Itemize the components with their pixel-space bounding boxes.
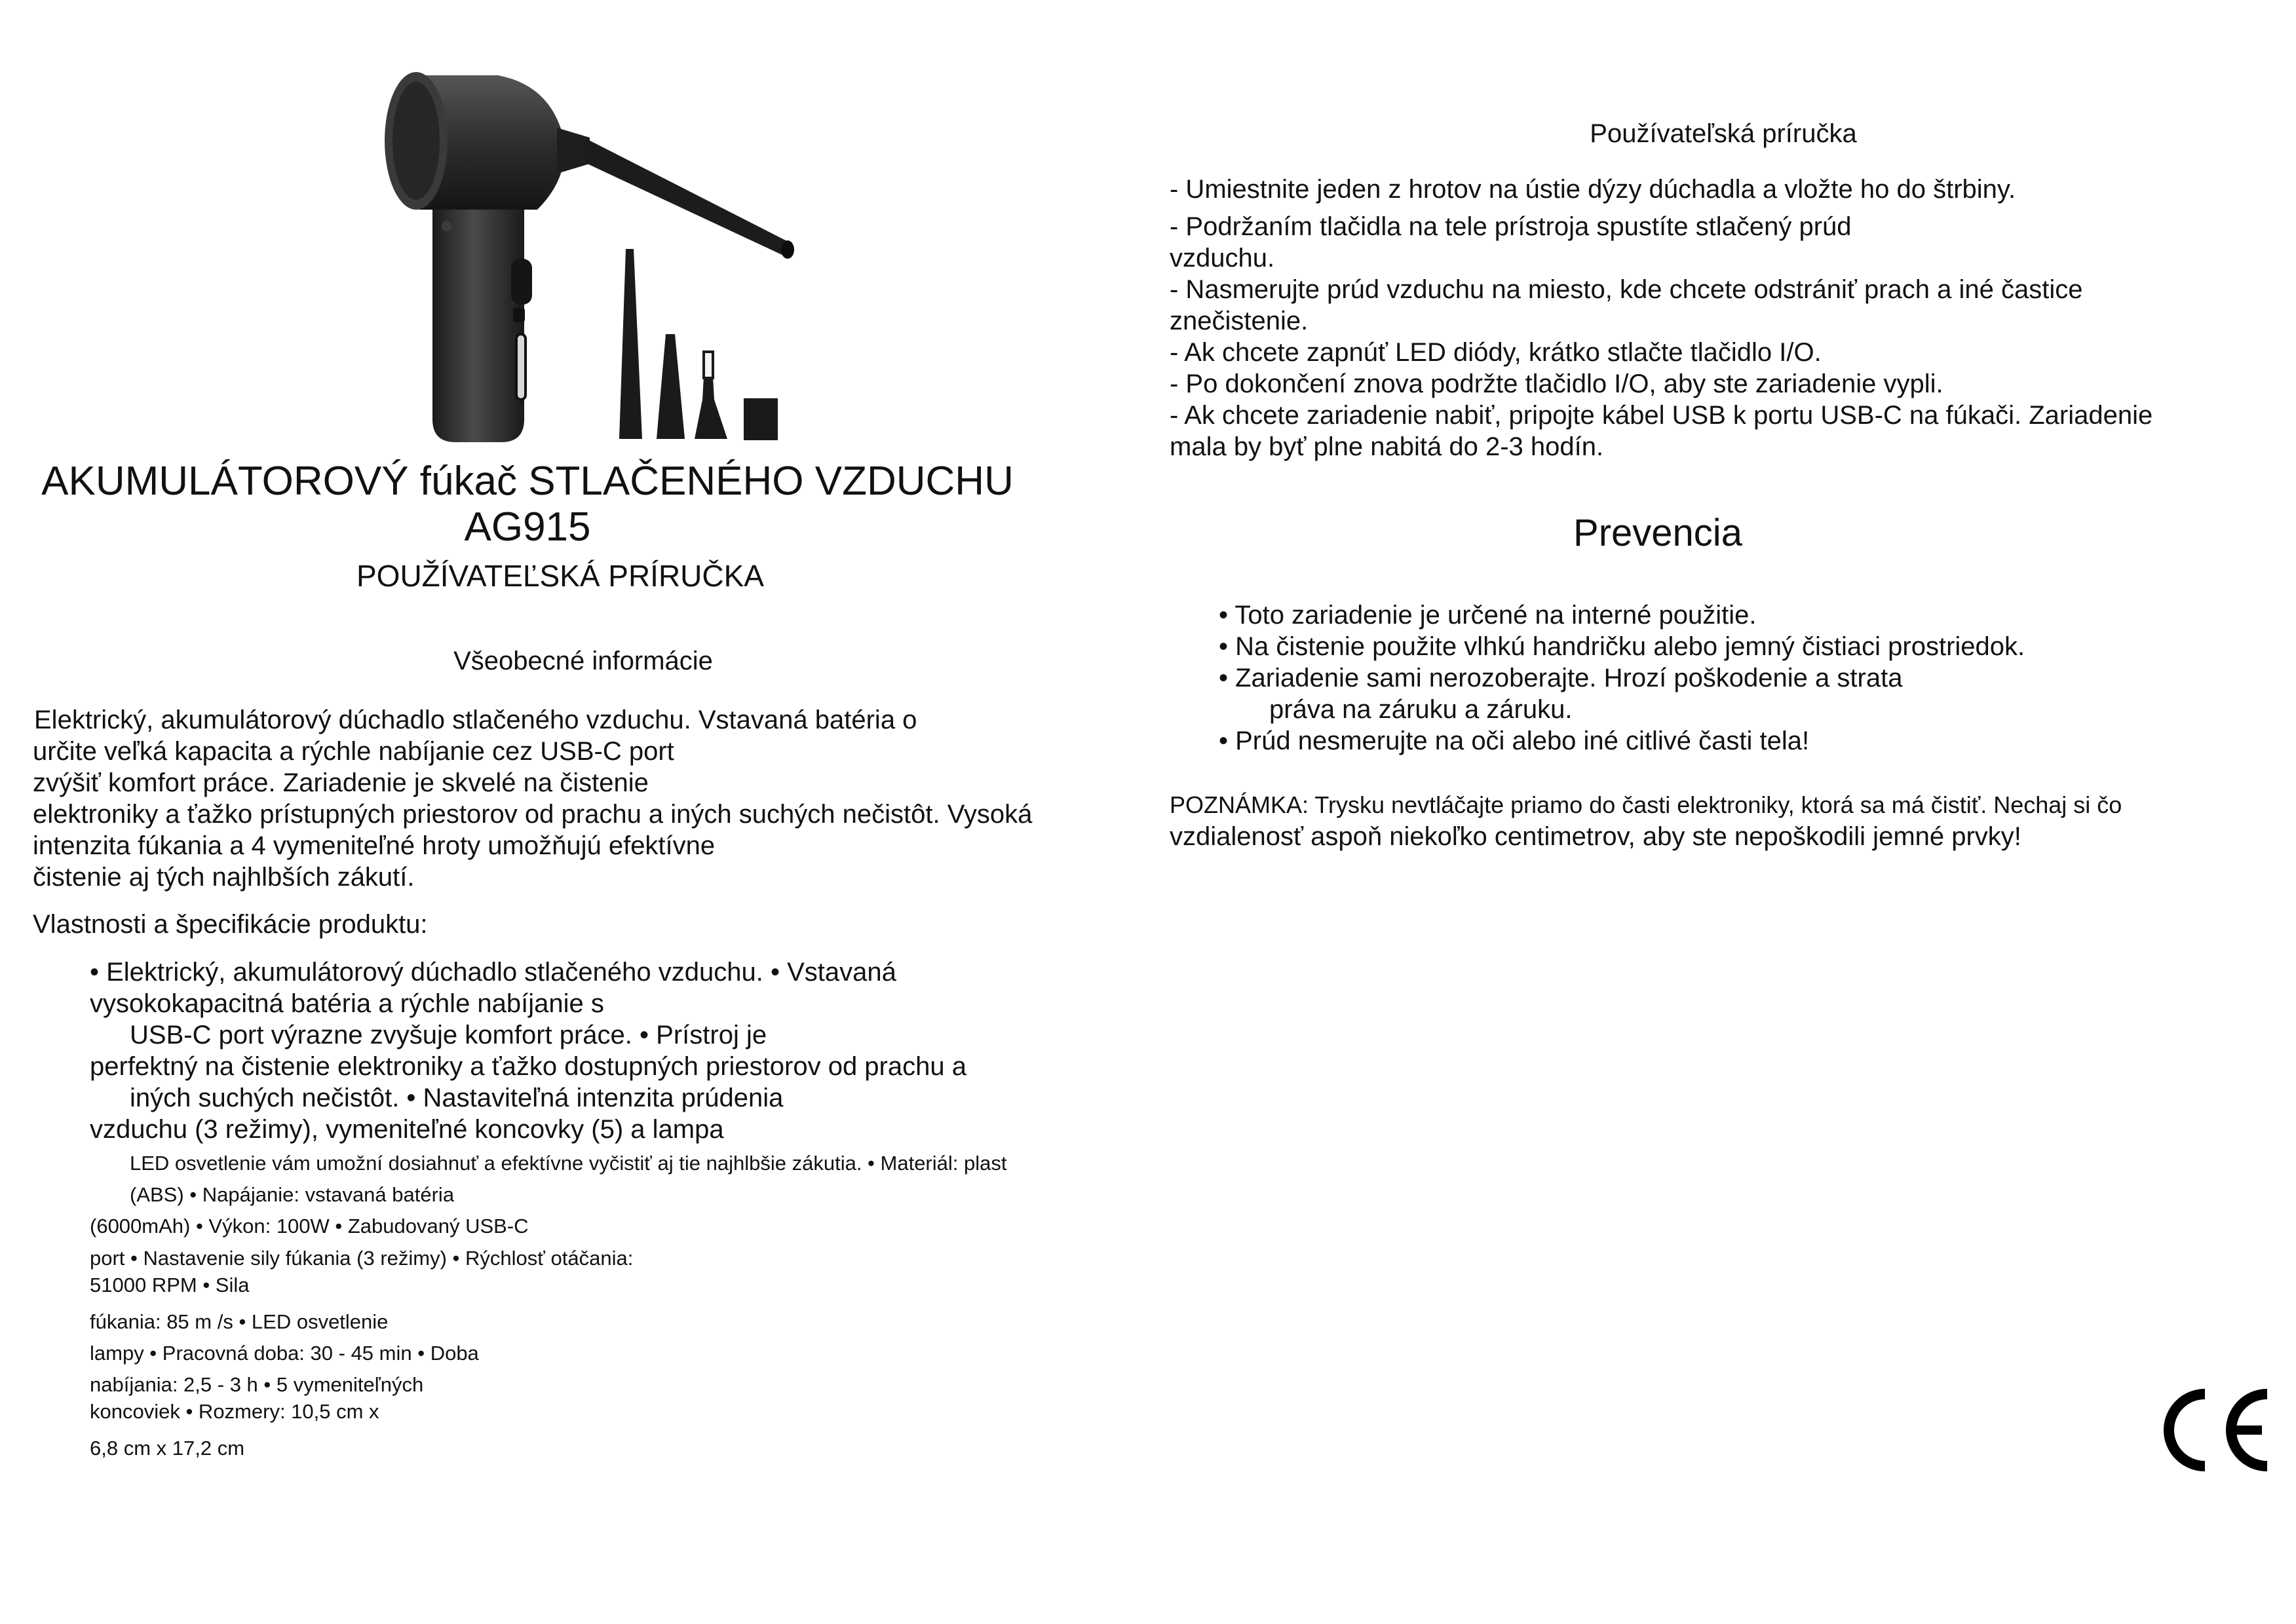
manual-line: - Po dokončení znova podržte tlačidlo I/O, aby ste zariadenie vypli. (1170, 369, 1943, 398)
spec-line-small: koncoviek • Rozmery: 10,5 cm x (90, 1400, 379, 1423)
spec-line-small: LED osvetlenie vám umožní dosiahnuť a efektívne vyčistiť aj tie najhlbšie zákutia. • Materiál: plast (130, 1152, 1007, 1175)
spec-line-small: (6000mAh) • Výkon: 100W • Zabudovaný USB-C (90, 1215, 529, 1237)
manual-line: vzduchu. (1170, 244, 1275, 273)
manual-heading: Používateľská príručka (1590, 119, 1857, 148)
spec-line-small: fúkania: 85 m /s • LED osvetlenie (90, 1310, 389, 1333)
manual-line: - Nasmerujte prúd vzduchu na miesto, kde chcete odstrániť prach a iné častice (1170, 275, 2083, 304)
prevention-line: • Na čistenie použite vlhkú handričku alebo jemný čistiaci prostriedok. (1219, 632, 2025, 661)
spec-line-small: nabíjania: 2,5 - 3 h • 5 vymeniteľných (90, 1373, 424, 1396)
spec-line-small: (ABS) • Napájanie: vstavaná batéria (130, 1183, 455, 1206)
general-info-heading: Všeobecné informácie (453, 647, 713, 675)
prevention-line: • Zariadenie sami nerozoberajte. Hrozí poškodenie a strata (1219, 664, 1903, 692)
note-line: vzdialenosť aspoň niekoľko centimetrov, aby ste nepoškodili jemné prvky! (1170, 822, 2021, 851)
product-image (373, 66, 806, 459)
manual-line: - Umiestnite jeden z hrotov na ústie dýzy dúchadla a vložte ho do štrbiny. (1170, 175, 2016, 204)
spec-line-small: port • Nastavenie sily fúkania (3 režimy) • Rýchlosť otáčania: (90, 1247, 634, 1270)
spec-line: USB-C port výrazne zvyšuje komfort práce. • Prístroj je (130, 1021, 767, 1049)
general-line: Elektrický, akumulátorový dúchadlo stlačeného vzduchu. Vstavaná batéria o (34, 706, 917, 734)
prevention-line: • Prúd nesmerujte na oči alebo iné citlivé časti tela! (1219, 727, 1810, 755)
manual-line: mala by byť plne nabitá do 2-3 hodín. (1170, 432, 1604, 461)
prevention-line: práva na záruku a záruku. (1269, 695, 1573, 724)
manual-line: - Podržaním tlačidla na tele prístroja spustíte stlačený prúd (1170, 212, 1852, 241)
prevention-line: • Toto zariadenie je určené na interné použitie. (1219, 601, 1757, 630)
general-line: intenzita fúkania a 4 vymeniteľné hroty umožňujú efektívne (33, 831, 716, 860)
product-title (20, 459, 1035, 550)
manual-line: - Ak chcete zapnúť LED diódy, krátko stlačte tlačidlo I/O. (1170, 338, 1822, 367)
document-subtitle: POUŽÍVATEĽSKÁ PRÍRUČKA (356, 559, 764, 593)
product-model: AG915 (464, 504, 591, 550)
spec-line: perfektný na čistenie elektroniky a ťažko dostupných priestorov od prachu a (90, 1052, 966, 1081)
spec-line: iných suchých nečistôt. • Nastaviteľná intenzita prúdenia (130, 1084, 784, 1112)
manual-line: znečistenie. (1170, 307, 1309, 335)
manual-line: - Ak chcete zariadenie nabiť, pripojte kábel USB k portu USB-C na fúkači. Zariadenie (1170, 401, 2153, 430)
spec-line-small: lampy • Pracovná doba: 30 - 45 min • Doba (90, 1342, 479, 1365)
ce-mark-logo (2156, 1388, 2274, 1473)
product-title-line1: AKUMULÁTOROVÝ fúkač STLAČENÉHO VZDUCHU (41, 459, 1014, 504)
general-line: zvýšiť komfort práce. Zariadenie je skvelé na čistenie (33, 768, 649, 797)
prevention-heading: Prevencia (1573, 512, 1742, 554)
note-line: POZNÁMKA: Trysku nevtláčajte priamo do časti elektroniky, ktorá sa má čistiť. Nechaj si čo (1170, 791, 2122, 818)
general-line: elektroniky a ťažko prístupných priestorov od prachu a iných suchých nečistôt. Vysoká (33, 800, 1033, 829)
spec-line-small: 51000 RPM • Sila (90, 1274, 250, 1296)
general-line: určite veľká kapacita a rýchle nabíjanie cez USB-C port (33, 737, 674, 766)
general-line: čistenie aj tých najhlbších zákutí. (33, 863, 415, 892)
specs-heading: Vlastnosti a špecifikácie produktu: (33, 910, 428, 939)
spec-line: vysokokapacitná batéria a rýchle nabíjanie s (90, 989, 604, 1018)
spec-line: vzduchu (3 režimy), vymeniteľné koncovky (5) a lampa (90, 1115, 724, 1144)
spec-line-small: 6,8 cm x 17,2 cm (90, 1437, 245, 1460)
spec-line: • Elektrický, akumulátorový dúchadlo stlačeného vzduchu. • Vstavaná (90, 958, 896, 987)
